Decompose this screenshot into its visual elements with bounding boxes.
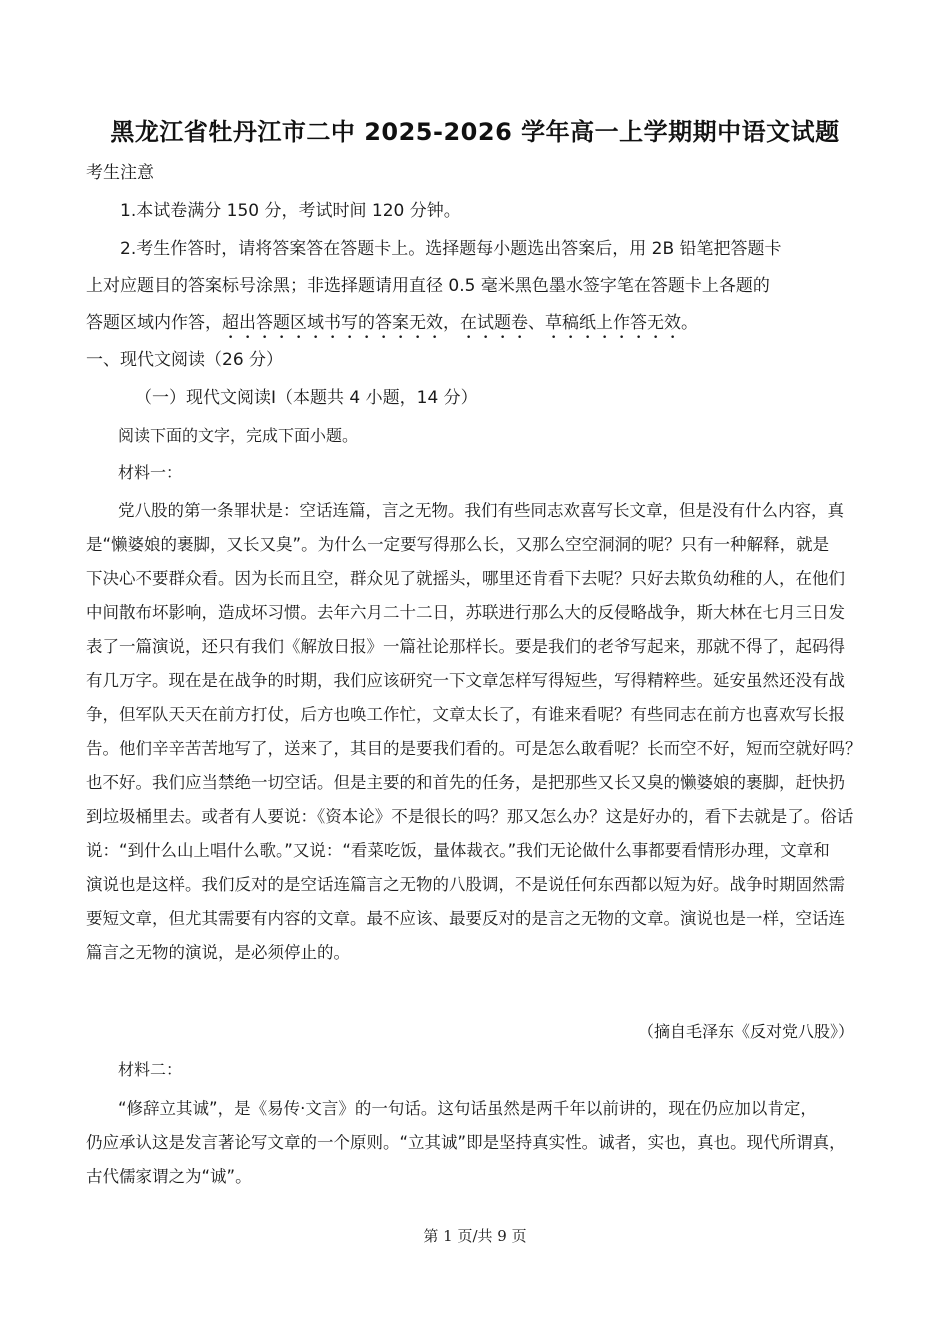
paragraph-line: 是“懒婆娘的裹脚，又长又臭”。为什么一定要写得那么长，又那么空空洞洞的呢？只有一种解释，就是 bbox=[86, 535, 830, 554]
notice-item-2-line-2: 上对应题目的答案标号涂黑；非选择题请用直径 0.5 毫米黑色墨水签字笔在答题卡上各题的 bbox=[86, 276, 770, 296]
paragraph-line: 古代儒家谓之为“诚”。 bbox=[86, 1167, 252, 1186]
notice-text: 答题区域内作答， bbox=[86, 313, 222, 333]
subsection-heading: （一）现代文阅读Ⅰ（本题共 4 小题，14 分） bbox=[135, 388, 478, 408]
paragraph-line: 仍应承认这是发言著论写文章的一个原则。“立其诚”即是坚持真实性。诚者，实也，真也。现代所谓真， bbox=[86, 1133, 846, 1152]
notice-item-1: 1.本试卷满分 150 分，考试时间 120 分钟。 bbox=[120, 201, 461, 221]
paragraph-line: 到垃圾桶里去。或者有人要说：《资本论》不是很长的吗？那又怎么办？这是好办的，看下去就是了。俗话 bbox=[86, 807, 854, 826]
material-2-label: 材料二： bbox=[118, 1060, 183, 1079]
paragraph-line: 篇言之无物的演说，是必须停止的。 bbox=[86, 943, 350, 962]
emphasized-text: 超出答题区域书写的答案无效 bbox=[222, 313, 443, 333]
emphasized-text: 在试题卷、草稿纸上作答无效 bbox=[460, 313, 681, 333]
notice-item-2-line-3 bbox=[86, 312, 698, 343]
notice-item-2-line-1: 2.考生作答时，请将答案答在答题卡上。选择题每小题选出答案后，用 2B 铅笔把答题卡 bbox=[120, 239, 782, 259]
notice-heading: 考生注意 bbox=[86, 163, 154, 183]
material-1-body bbox=[86, 494, 896, 970]
material-1-label: 材料一： bbox=[118, 463, 183, 482]
paragraph-line: 下决心不要群众看。因为长而且空，群众见了就摇头，哪里还肯看下去呢？只好去欺负幼稚的人，在他们 bbox=[86, 569, 845, 588]
paragraph-line: 表了一篇演说，还只有我们《解放日报》一篇社论那样长。要是我们的老爷写起来，那就不得了，起码得 bbox=[86, 637, 845, 656]
section-heading: 一、现代文阅读（26 分） bbox=[86, 350, 284, 370]
page-footer: 第 1 页/共 9 页 bbox=[423, 1227, 527, 1245]
paragraph-line: 要短文章，但尤其需要有内容的文章。最不应该、最要反对的是言之无物的文章。演说也是一样，空话连 bbox=[86, 909, 845, 928]
paragraph-line: 告。他们辛辛苦苦地写了，送来了，其目的是要我们看的。可是怎么敢看呢？长而空不好，短而空就好吗？ bbox=[86, 739, 862, 758]
reading-instruction: 阅读下面的文字，完成下面小题。 bbox=[118, 426, 359, 445]
notice-punct: ， bbox=[443, 313, 460, 333]
material-1-source: （摘自毛泽东《反对党八股》） bbox=[637, 1022, 854, 1041]
paragraph-line: “修辞立其诚”，是《易传·文言》的一句话。这句话虽然是两千年以前讲的，现在仍应加以肯定， bbox=[118, 1099, 817, 1118]
material-2-body bbox=[86, 1092, 896, 1194]
paragraph-line: 演说也是这样。我们反对的是空话连篇言之无物的八股调，不是说任何东西都以短为好。战争时期固然需 bbox=[86, 875, 845, 894]
paragraph-line: 党八股的第一条罪状是：空话连篇，言之无物。我们有些同志欢喜写长文章，但是没有什么内容，真 bbox=[118, 501, 844, 520]
paragraph-line: 有几万字。现在是在战争的时期，我们应该研究一下文章怎样写得短些，写得精粹些。延安虽然还没有战 bbox=[86, 671, 845, 690]
paragraph-line: 说：“到什么山上唱什么歌。”又说：“看菜吃饭，量体裁衣。”我们无论做什么事都要看情形办理，文章和 bbox=[86, 841, 830, 860]
notice-punct: 。 bbox=[681, 313, 698, 333]
paragraph-line: 争，但军队天天在前方打仗，后方也唤工作忙，文章太长了，有谁来看呢？有些同志在前方也喜欢写长报 bbox=[86, 705, 845, 724]
exam-title: 黑龙江省牡丹江市二中 2025-2026 学年高一上学期期中语文试题 bbox=[110, 118, 840, 146]
paragraph-line: 中间散布坏影响，造成坏习惯。去年六月二十二日，苏联进行那么大的反侵略战争，斯大林在七月三日发 bbox=[86, 603, 845, 622]
paragraph-line: 也不好。我们应当禁绝一切空话。但是主要的和首先的任务，是把那些又长又臭的懒婆娘的裹脚，赶快扔 bbox=[86, 773, 845, 792]
